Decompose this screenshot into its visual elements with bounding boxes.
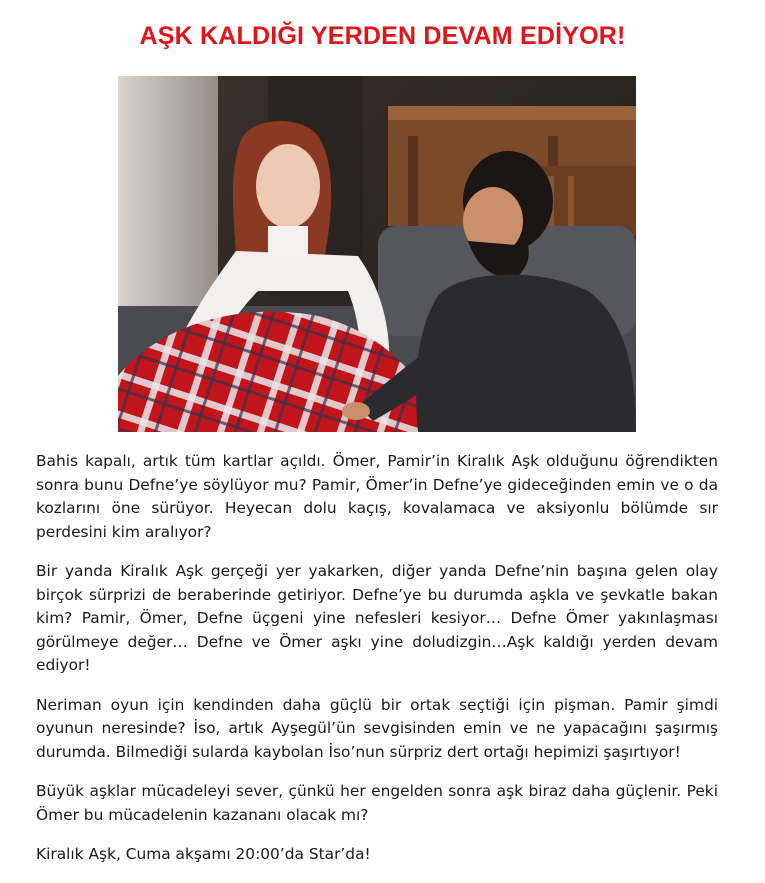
paragraph-1: Bahis kapalı, artık tüm kartlar açıldı. Ömer, Pamir’in Kiralık Aşk olduğunu öğrendikten sonra bunu Defne’ye söylüyor mu? Pamir, Ömer’in Defne’ye gideceğinden emin ve o da kozlarını öne sürüyor. Heyecan dolu kaçış, kovalamaca ve aksiyonlu bölümde sır perdesini kim aralıyor?: [36, 452, 718, 541]
photo-illustration: [118, 76, 636, 432]
article-body: [36, 450, 718, 883]
article-photo: [118, 76, 636, 432]
paragraph-5: Kiralık Aşk, Cuma akşamı 20:00’da Star’da!: [36, 845, 371, 863]
paragraph-4: Büyük aşklar mücadeleyi sever, çünkü her engelden sonra aşk biraz daha güçlenir. Peki Ömer bu mücadelenin kazananı olacak mı?: [36, 782, 718, 824]
paragraph-3: Neriman oyun için kendinden daha güçlü bir ortak seçtiği için pişman. Pamir şimdi oyunun neresinde? İso, artık Ayşegül’ün sevgisinden emin ve ne yapacağını şaşırmış durumda. Bilmediği sularda kaybolan İso’nun sürpriz dert ortağı hepimizi şaşırtıyor!: [36, 695, 718, 761]
paragraph-2: Bir yanda Kiralık Aşk gerçeği yer yakarken, diğer yanda Defne’nin başına gelen olay birçok sürprizi de beraberinde getiriyor. Defne’ye bu durumda aşkla ve şevkatle bakan kim? Pamir, Ömer, Defne üçgeni yine nefesleri kesiyor… Defne Ömer yakınlaşması görülmeye değer… Defne ve Ömer aşkı yine doludizgin…Aşk kaldığı yerden devam ediyor!: [36, 562, 718, 674]
headline: AŞK KALDIĞI YERDEN DEVAM EDİYOR!: [139, 22, 626, 50]
